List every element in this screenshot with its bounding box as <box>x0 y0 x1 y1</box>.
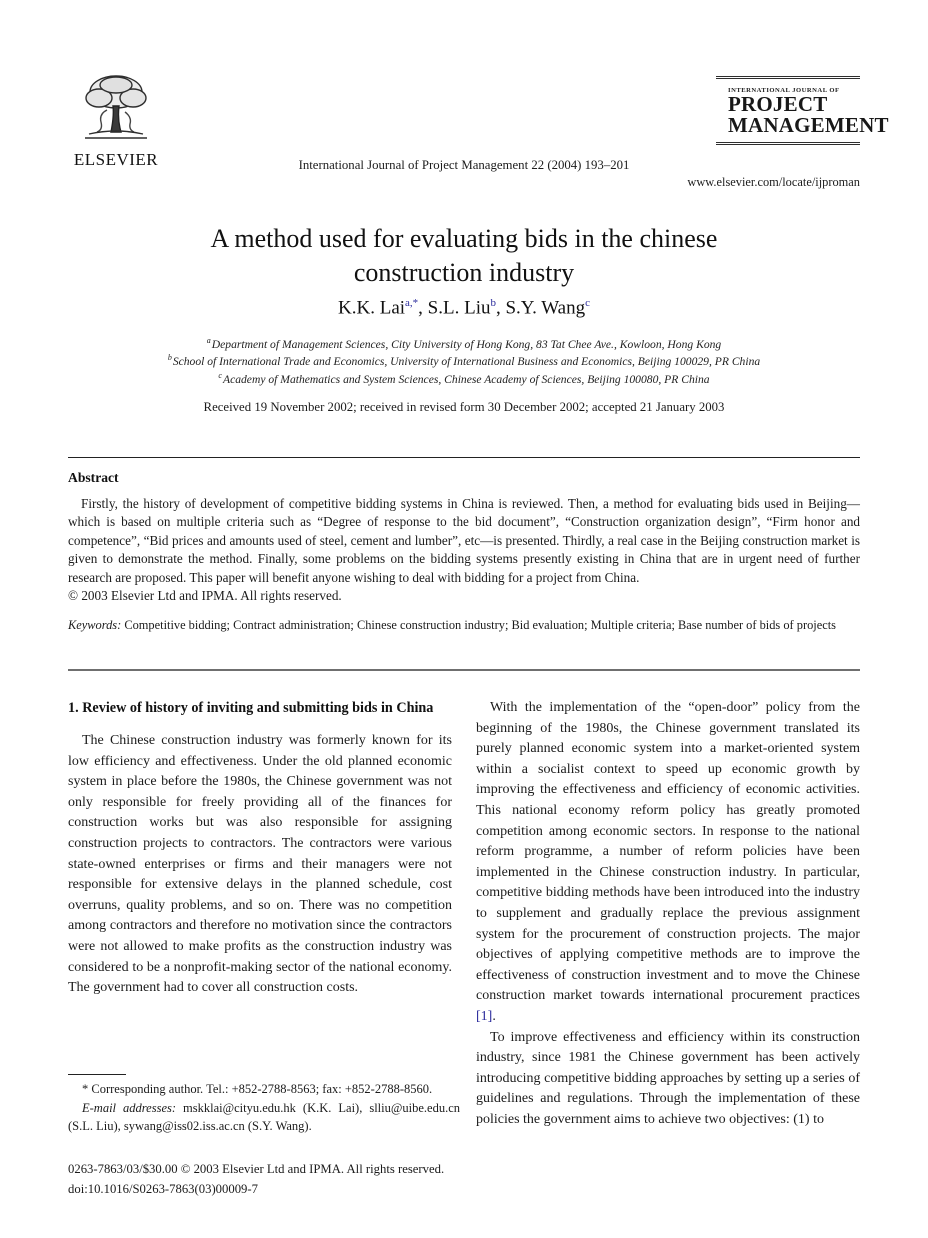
corresponding-author-note: * Corresponding author. Tel.: +852-2788-8563; fax: +852-2788-8560. <box>82 1082 433 1096</box>
email-addresses-note <box>68 1099 460 1136</box>
author-affiliation-ref[interactable]: b <box>490 297 496 309</box>
left-column <box>68 698 452 1130</box>
affiliation-line: $^b$School of International Trade and Economics, University of International Business and Economics, Beijing 100029, PR China <box>167 353 761 369</box>
authors-line: K.K. Lai$^{a,*}$, S.L. Liu$^b$, S.Y. Wang$^c$ <box>338 297 590 319</box>
article-title: A method used for evaluating bids in the chinese construction industry <box>210 224 718 287</box>
left-paragraph: The Chinese construction industry was formerly known for its low efficiency and effectiveness. Under the old planned economic system in place before the 1980s, the Chinese government was not only responsible for freely providing all of the finances for construction works but was also responsible for assigning construction projects to contractors. The contractors were various state-owned enterprises or firms and their managers were not responsible for extensive delays in the planned schedule, cost overruns, quality problems, and so on. There was no competition among contractors and therefore no motivation since the contractors were not allowed to make profits as the construction industry was considered to be a nonprofit-making sector of the national economy. The government had to cover all construction costs. <box>68 733 452 996</box>
right-paragraph-2: To improve effectiveness and efficiency within its construction industry, since 1981 the Chinese government has been actively introducing competitive bidding approaches by setting up a series of guidelines and regulations. Through the implementation of these policies the government aims to achieve two objectives: (1) to <box>476 1029 860 1127</box>
doi-line: doi:10.1016/S0263-7863(03)00009-7 <box>68 1181 258 1196</box>
logo-bottom-rule <box>716 142 860 145</box>
email-addresses-list: mskklai@cityu.edu.hk (K.K. Lai), slliu@uibe.edu.cn (S.L. Liu), sywang@iss02.iss.ac.cn (S.Y. Wang). <box>68 1100 460 1134</box>
issn-copyright-line: 0263-7863/03/$30.00 © 2003 Elsevier Ltd and IPMA. All rights reserved. <box>68 1162 445 1176</box>
logo-title-line2: MANAGEMENT <box>728 113 889 137</box>
received-history: Received 19 November 2002; received in revised form 30 December 2002; accepted 21 January 2003 <box>203 400 725 414</box>
journal-website: www.elsevier.com/locate/ijproman <box>687 175 860 189</box>
keywords-line <box>68 616 860 634</box>
abstract-top-rule <box>68 457 860 458</box>
abstract-section <box>68 470 860 634</box>
right-paragraph-1: With the implementation of the “open-door” policy from the beginning of the 1980s, the Chinese government translated its purely planned economic system into a market-oriented system within a socialist context to speed up economic growth by improving the effectiveness and efficiency of economic activities. This national economy reform policy has greatly promoted competition among economic sectors. In response to the national reform programme, a number of reform policies have been implemented in the Chinese construction industry. In particular, competitive bidding methods have been introduced into the industry to supplement and gradually replace the previous assignment system for the procurement of construction projects. The major objectives of applying competitive methods are to improve the effectiveness of construction investment and to move the Chinese construction market towards international procurement practices [1]. <box>476 700 860 1024</box>
footer-block <box>68 1160 444 1199</box>
body-columns <box>68 698 860 1130</box>
journal-citation: International Journal of Project Management 22 (2004) 193–201 <box>298 158 630 172</box>
elsevier-logo <box>70 70 162 170</box>
abstract-heading: Abstract <box>68 470 119 485</box>
footnote-block <box>68 1074 460 1136</box>
citation-ref-1[interactable]: [1] <box>476 1008 493 1024</box>
journal-logo <box>716 76 889 145</box>
keywords-bottom-rule <box>68 669 860 671</box>
email-addresses-label: E-mail addresses: <box>82 1100 177 1115</box>
logo-title-line1: PROJECT <box>728 92 828 116</box>
author-affiliation-ref[interactable]: c <box>585 297 590 309</box>
logo-small-text: INTERNATIONAL JOURNAL OF <box>728 87 840 94</box>
affiliations <box>0 334 928 386</box>
affiliation-line: $^c$Academy of Mathematics and System Sciences, Chinese Academy of Sciences, Beijing 100080, PR China <box>218 370 710 386</box>
elsevier-wordmark: ELSEVIER <box>73 150 159 169</box>
abstract-text: Firstly, the history of development of competitive bidding systems in China is reviewed. Then, a method for evaluating bids used in Beijing—which is based on multiple criteria such as “Degree of response to the bid document”, “Construction organization design”, “Firm honor and competence”, “Bid prices and amounts used of steel, cement and lumber”, etc—is presented. Thirdly, a real case in the Beijing construction market is given to demonstrate the method. Finally, some problems on the bidding systems presently existing in China that are in urgent need of further research are proposed. This paper will benefit anyone wishing to deal with bidding for a project from China. <box>68 496 860 585</box>
abstract-copyright: © 2003 Elsevier Ltd and IPMA. All rights reserved. <box>68 588 342 604</box>
author-affiliation-ref[interactable]: a,* <box>405 297 419 309</box>
keywords-label: Keywords: <box>68 618 122 633</box>
section-1-heading: 1. Review of history of inviting and submitting bids in China <box>68 700 434 716</box>
affiliation-line: $^a$Department of Management Sciences, City University of Hong Kong, 83 Tat Chee Ave., Kowloon, Hong Kong <box>206 336 722 351</box>
footnote-separator-rule <box>68 1074 126 1075</box>
elsevier-tree-icon <box>70 70 162 148</box>
right-column <box>476 698 860 1130</box>
keywords-list: Competitive bidding; Contract administration; Chinese construction industry; Bid evaluation; Multiple criteria; Base number of bids of projects <box>121 618 836 633</box>
